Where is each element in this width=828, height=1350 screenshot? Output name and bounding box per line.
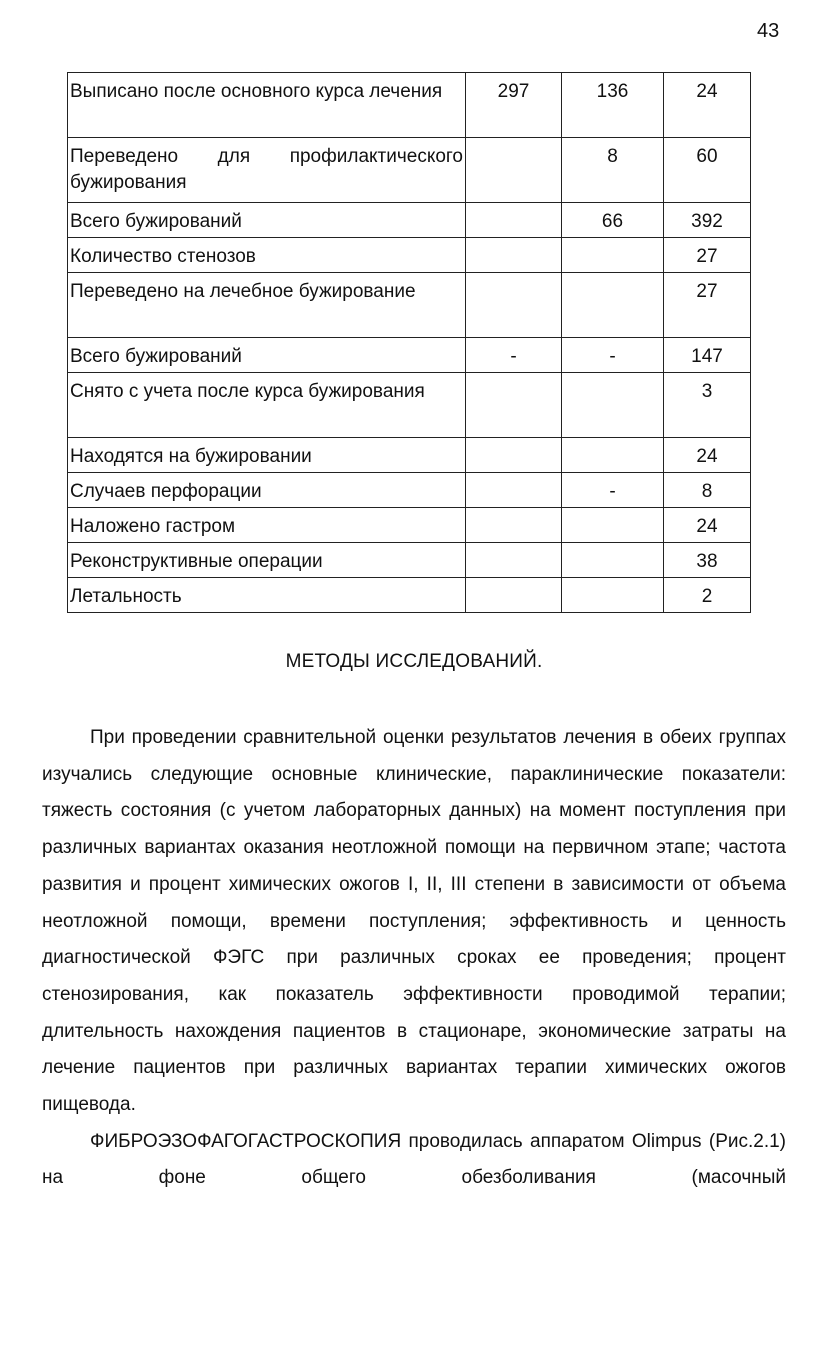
cell-col-2 [562,438,664,473]
table-body [68,73,751,613]
row-label: Случаев перфорации [68,473,466,508]
cell-col-3: 27 [664,238,751,273]
row-label: Снято с учета после курса бужирования [68,373,466,438]
cell-col-1 [466,273,562,338]
cell-col-1: 297 [466,73,562,138]
cell-col-3: 24 [664,508,751,543]
cell-col-2 [562,373,664,438]
table-row [68,273,751,338]
cell-col-1 [466,238,562,273]
cell-col-1: - [466,338,562,373]
row-label: Переведено для профилактического бужирования [68,138,466,203]
cell-col-3: 38 [664,543,751,578]
cell-col-2: 66 [562,203,664,238]
row-label: Всего бужирований [68,338,466,373]
row-label: Находятся на бужировании [68,438,466,473]
paragraph: ФИБРОЭЗОФАГОГАСТРОСКОПИЯ проводилась аппаратом Olimpus (Рис.2.1) на фоне общего обезболивания (масочный [42,1130,786,1189]
cell-col-1 [466,438,562,473]
cell-col-2 [562,543,664,578]
cell-col-1 [466,578,562,613]
cell-col-2 [562,508,664,543]
cell-col-2: - [562,473,664,508]
section-heading: МЕТОДЫ ИССЛЕДОВАНИЙ. [285,651,543,672]
cell-col-3: 24 [664,438,751,473]
table-row [68,338,751,373]
table-row [68,508,751,543]
table-row [68,578,751,613]
cell-col-2: 136 [562,73,664,138]
table-row [68,438,751,473]
cell-col-1 [466,508,562,543]
paragraph: При проведении сравнительной оценки результатов лечения в обеих группах изучались следующие основные клинические, параклинические показатели: тяжесть состояния (с учетом лабораторных данных) на момент поступления при различных вариантах оказания неотложной помощи на первичном этапе; частота развития и процент химических ожогов I, II, III степени в зависимости от объема неотложной помощи, времени поступления; эффективность и ценность диагностической ФЭГС при различных сроках ее проведения; процент стенозирования, как показатель эффективности проводимой терапии; длительность нахождения пациентов в стационаре, экономические затраты на лечение пациентов при различных вариантах терапии химических ожогов пищевода. [42,727,786,1116]
row-label: Реконструктивные операции [68,543,466,578]
cell-col-3: 147 [664,338,751,373]
row-label: Переведено на лечебное бужирование [68,273,466,338]
cell-col-2 [562,238,664,273]
cell-col-2 [562,273,664,338]
page-number: 43 [757,20,780,42]
table-row [68,543,751,578]
table-row [68,238,751,273]
cell-col-1 [466,473,562,508]
row-label: Всего бужирований [68,203,466,238]
cell-col-2: 8 [562,138,664,203]
row-label: Количество стенозов [68,238,466,273]
cell-col-3: 392 [664,203,751,238]
cell-col-3: 24 [664,73,751,138]
cell-col-3: 60 [664,138,751,203]
cell-col-1 [466,543,562,578]
table-row [68,73,751,138]
cell-col-1 [466,373,562,438]
body-text [42,720,786,1197]
table-row [68,373,751,438]
cell-col-3: 27 [664,273,751,338]
table-row [68,473,751,508]
cell-col-3: 2 [664,578,751,613]
cell-col-3: 8 [664,473,751,508]
row-label: Выписано после основного курса лечения [68,73,466,138]
row-label: Наложено гастром [68,508,466,543]
table-row [68,203,751,238]
results-table [67,72,751,613]
cell-col-1 [466,203,562,238]
cell-col-3: 3 [664,373,751,438]
cell-col-2 [562,578,664,613]
row-label: Летальность [68,578,466,613]
table-row [68,138,751,203]
cell-col-1 [466,138,562,203]
cell-col-2: - [562,338,664,373]
